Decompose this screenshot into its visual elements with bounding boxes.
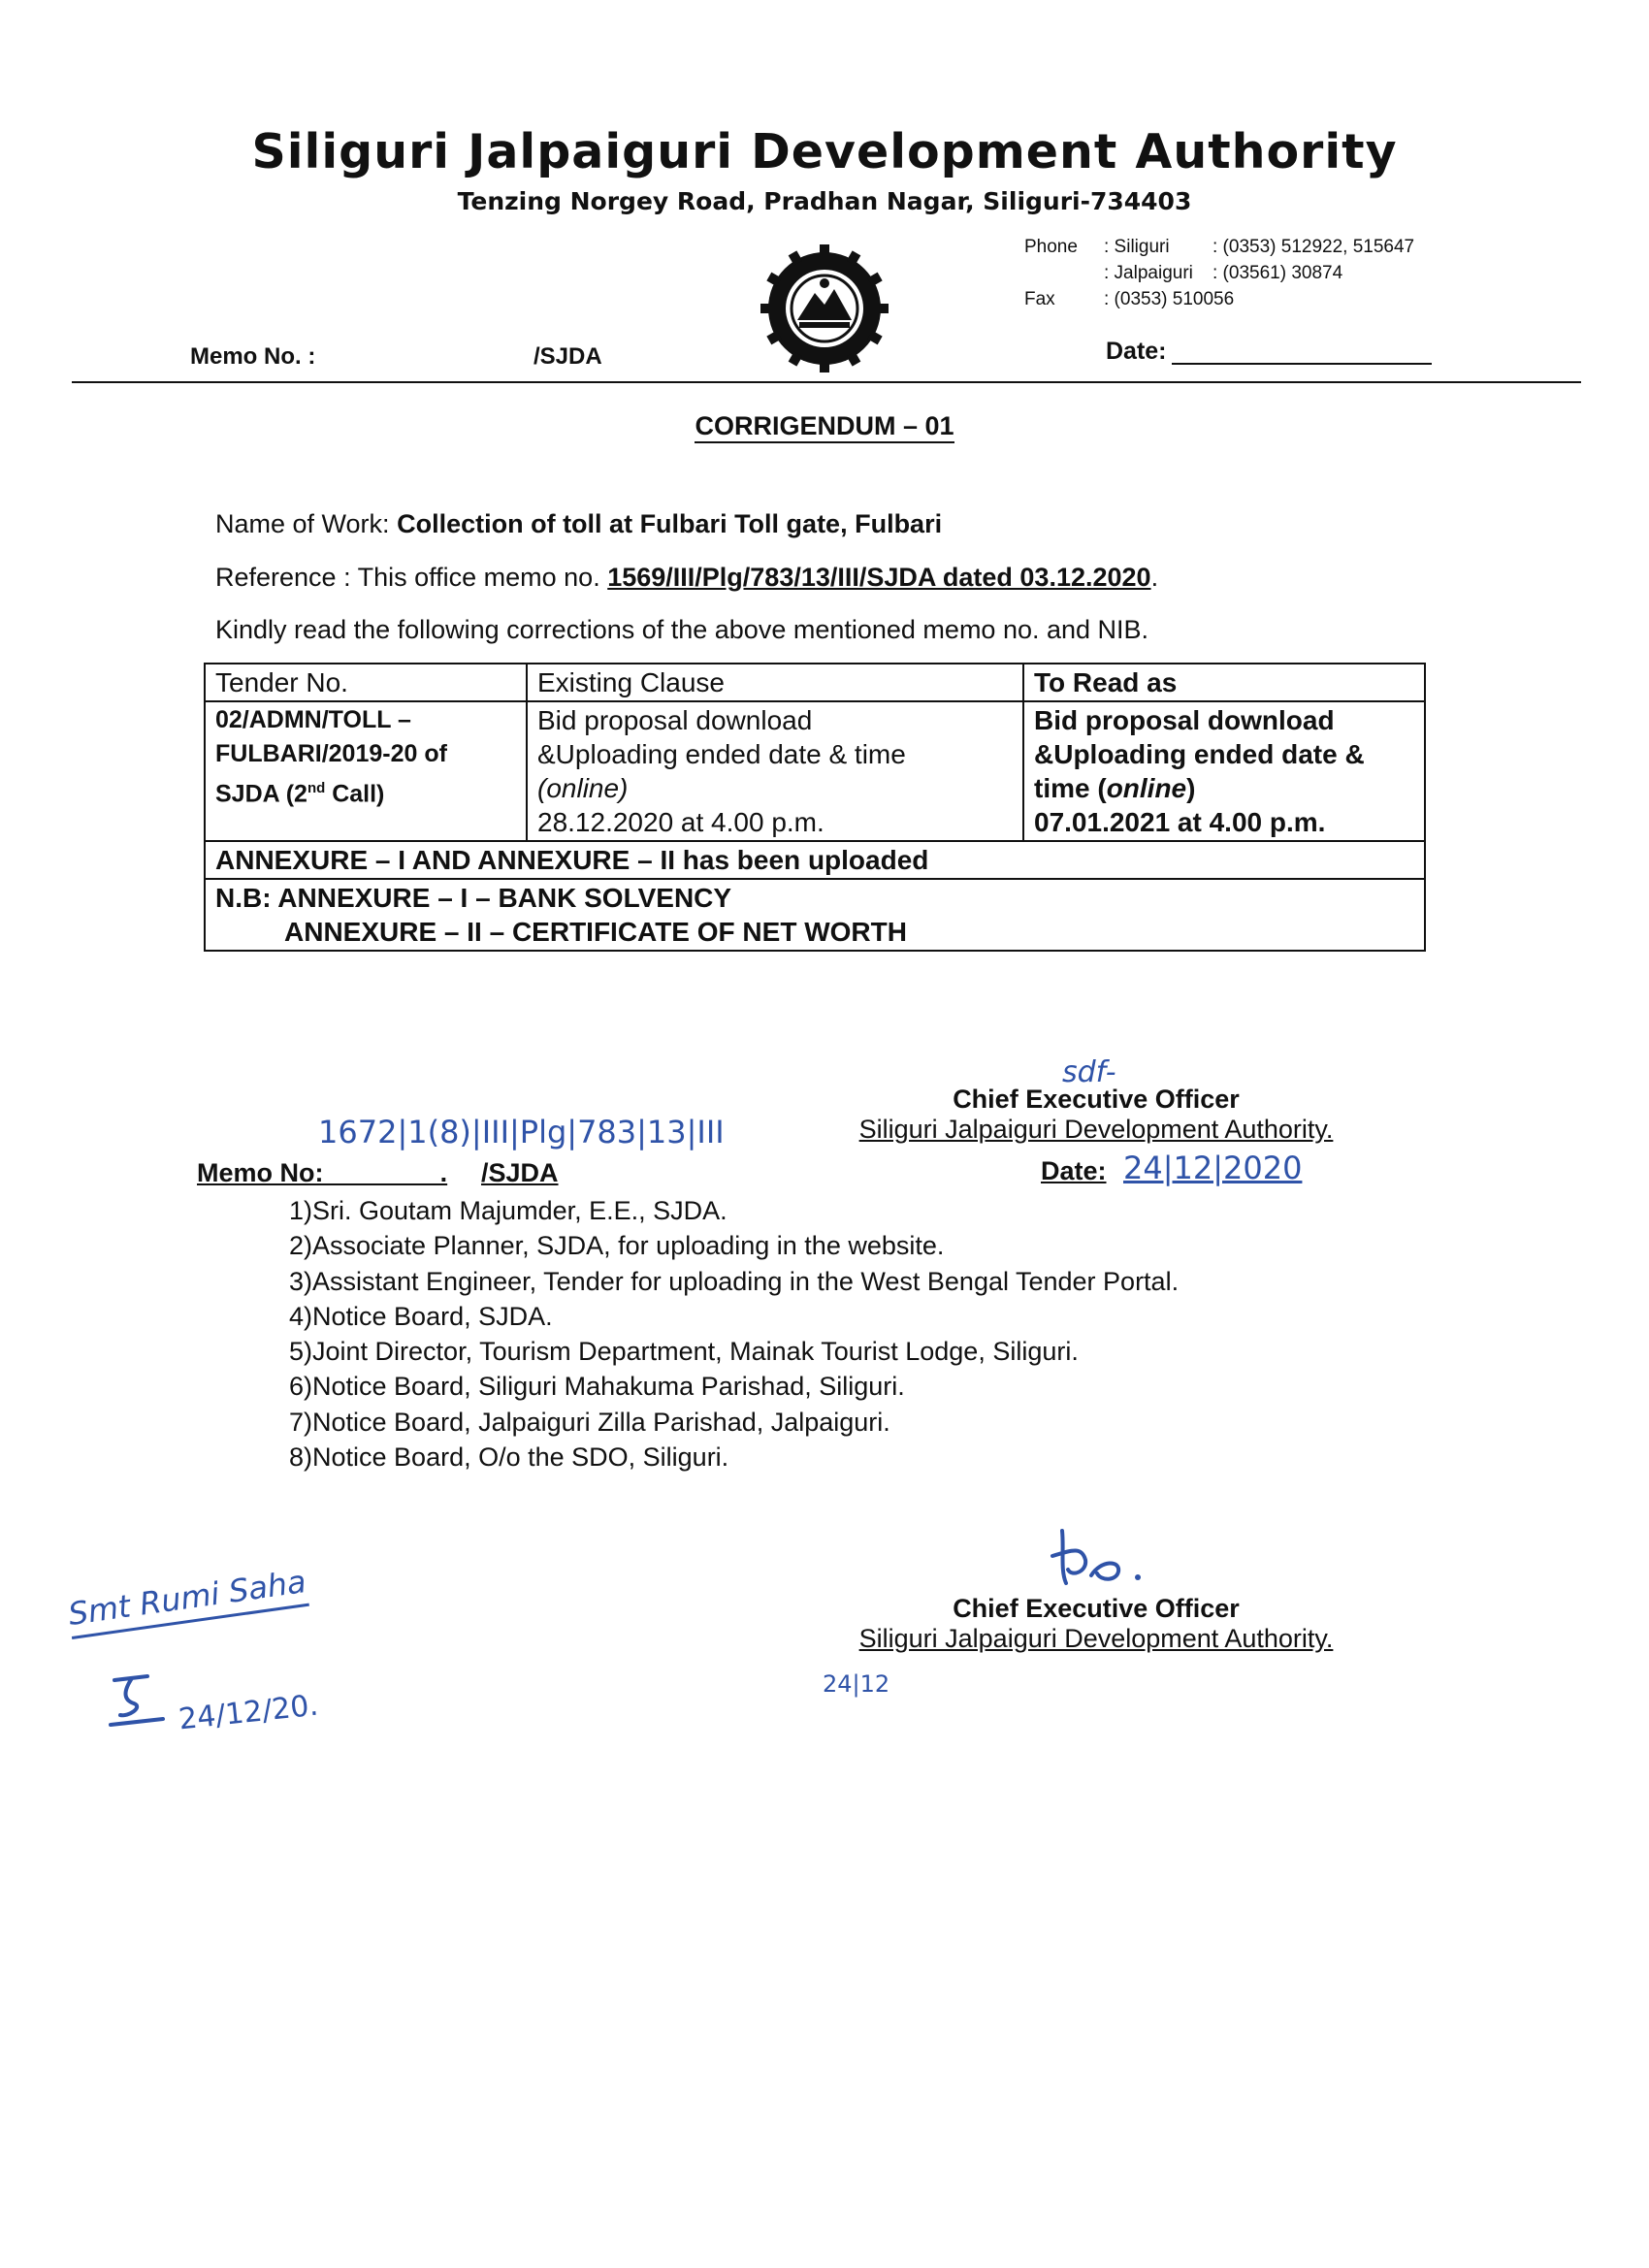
signatory-title: Chief Executive Officer [953,1085,1240,1114]
memo-footer-label [197,1158,447,1188]
annexure-uploaded-cell: ANNEXURE – I AND ANNEXURE – II has been uploaded [205,841,1425,879]
handwritten-sdf: sdf- [1062,1055,1116,1089]
contact-row-phone-siliguri [1024,234,1414,260]
distribution-item: 3)Assistant Engineer, Tender for uploading in the West Bengal Tender Portal. [289,1266,1180,1296]
to-read-as-line [1034,771,1414,805]
tender-number-line [215,771,516,811]
to-read-as-line: 07.01.2021 at 4.00 p.m. [1034,807,1326,837]
distribution-item: 7)Notice Board, Jalpaiguri Zilla Parishad, Jalpaiguri. [289,1407,890,1437]
date-label: Date: [1106,338,1167,365]
to-read-as-line: Bid proposal download [1034,705,1335,735]
handwritten-note-name: Smt Rumi Saha [66,1563,309,1639]
existing-clause-line: &Uploading ended date & time [537,739,906,769]
reference-memo-number: 1569/III/Plg/783/13/III/SJDA dated 03.12.2020 [607,563,1151,592]
handwritten-note-date: 24/12/20. [177,1688,320,1737]
corrigendum-title-text: CORRIGENDUM – 01 [695,411,954,443]
contact-place: : Jalpaiguri [1104,263,1193,283]
to-read-as-cell [1023,701,1425,841]
sjda-emblem-logo [759,243,890,374]
contact-value: : (0353) 510056 [1104,289,1235,309]
table-row [205,879,1425,951]
memo-number-label: Memo No. : [190,343,316,370]
tender-number-line: 02/ADMN/TOLL – [215,706,411,733]
distribution-item: 2)Associate Planner, SJDA, for uploading in the website. [289,1231,945,1261]
tender-call-suffix: Call) [325,780,385,808]
contact-row-phone-jalpaiguri [1024,260,1414,286]
signatory-title: Chief Executive Officer [953,1594,1240,1623]
instruction-line: Kindly read the following corrections of the above mentioned memo no. and NIB. [215,615,1149,644]
organization-address: Tenzing Norgey Road, Pradhan Nagar, Siliguri-734403 [457,187,1192,215]
distribution-item: 8)Notice Board, O/o the SDO, Siliguri. [289,1442,729,1473]
tender-call-superscript: nd [307,780,326,796]
date-blank-line [1172,363,1432,365]
existing-clause-cell [527,701,1023,841]
memo-footer-date-label: Date: [1041,1156,1107,1185]
handwritten-signature [1043,1521,1149,1599]
corrigendum-table [204,663,1426,952]
handwritten-initial-mark [105,1667,173,1734]
name-of-work-line [215,509,942,539]
tender-call-prefix: SJDA (2 [215,780,307,808]
distribution-item: 1)Sri. Goutam Majumder, E.E., SJDA. [289,1196,728,1225]
table-header-tender-no: Tender No. [205,664,527,701]
table-row [205,701,1425,841]
reference-label: Reference : This office memo no. [215,563,600,592]
reference-end: . [1150,563,1159,592]
handwritten-initial-date: 24|12 [823,1670,890,1698]
contact-row-fax [1024,286,1414,312]
table-header-row [205,664,1425,701]
existing-clause-line: Bid proposal download [537,705,813,735]
distribution-list [289,1193,1179,1474]
reference-line [215,563,1158,593]
nb-annexure-line: ANNEXURE – II – CERTIFICATE OF NET WORTH [284,917,907,947]
to-read-as-suffix: ) [1186,773,1196,803]
memo-footer-blank: ________. [323,1158,448,1187]
name-of-work-label: Name of Work: [215,509,390,538]
contact-label: Fax [1024,289,1055,309]
contact-block [1024,234,1414,312]
memo-footer-label-text: Memo No: [197,1158,324,1187]
memo-footer-suffix: /SJDA [481,1158,559,1187]
tender-number-line: FULBARI/2019-20 of [215,740,447,767]
contact-value: : (03561) 30874 [1212,263,1343,283]
distribution-item: 6)Notice Board, Siliguri Mahakuma Parishad, Siliguri. [289,1372,905,1402]
tender-number-cell [205,701,527,841]
to-read-as-line: &Uploading ended date & [1034,739,1365,769]
to-read-as-online: online [1106,773,1187,803]
organization-name: Siliguri Jalpaiguri Development Authority [251,124,1398,179]
contact-value: : (0353) 512922, 515647 [1212,237,1415,257]
handwritten-memo-number: 1672|1(8)|III|Plg|783|13|III [318,1114,725,1150]
signatory-organization: Siliguri Jalpaiguri Development Authority. [858,1624,1334,1653]
signature-block-top [854,1085,1339,1145]
distribution-item: 5)Joint Director, Tourism Department, Mainak Tourist Lodge, Siliguri. [289,1337,1079,1367]
contact-place: : Siliguri [1104,237,1170,257]
corrigendum-title [0,411,1649,441]
table-header-to-read-as: To Read as [1023,664,1425,701]
signature-block-bottom [854,1594,1339,1654]
header-divider [72,381,1581,383]
existing-clause-line: (online) [537,773,629,803]
memo-number-suffix: /SJDA [534,343,602,370]
distribution-item: 4)Notice Board, SJDA. [289,1301,553,1331]
name-of-work-value: Collection of toll at Fulbari Toll gate, Fulbari [397,509,943,538]
nb-annexure-line: N.B: ANNEXURE – I – BANK SOLVENCY [215,883,732,913]
table-header-existing-clause: Existing Clause [527,664,1023,701]
nb-annexure-cell [205,879,1425,951]
signatory-organization: Siliguri Jalpaiguri Development Authority. [858,1115,1334,1144]
contact-label: Phone [1024,237,1078,257]
existing-clause-line: 28.12.2020 at 4.00 p.m. [537,807,824,837]
table-row [205,841,1425,879]
handwritten-memo-date: 24|12|2020 [1123,1150,1303,1186]
to-read-as-prefix: time ( [1034,773,1107,803]
